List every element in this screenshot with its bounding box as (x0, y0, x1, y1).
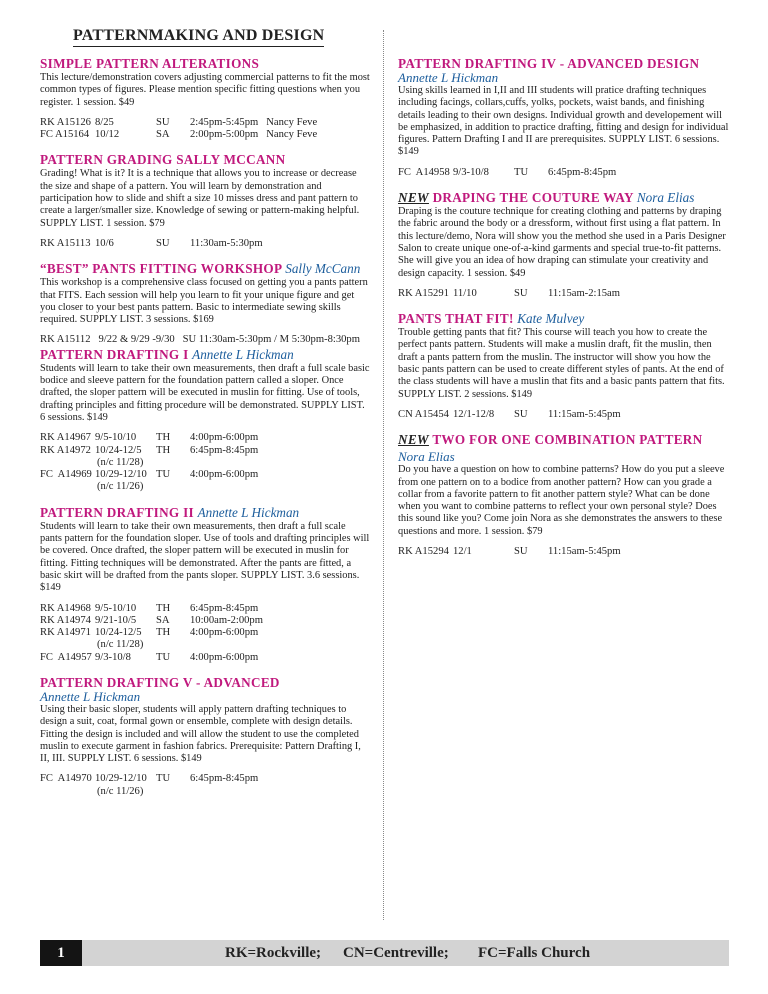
legend-rockville: RK=Rockville; (225, 945, 322, 961)
course-pattern-drafting-1 (40, 347, 370, 494)
course-description: Grading! What is it? It is a technique that allows you to increase or decrease the size and shape of a pattern. You will learn by demonstration and participation how to slide and shift a size 10 misses dress and pant pattern to create a larger/smaller size. Knowledge of sewing or pattern-making helpful. SUPPLY LIST. 1 session. $79 (40, 168, 360, 229)
new-badge: NEW (398, 432, 429, 448)
session-list (40, 603, 370, 664)
session-row: RK A14967 9/5-10/10 TH 4:00pm-6:00pm (40, 432, 259, 444)
course-title: PATTERN DRAFTING IV - ADVANCED DESIGN (398, 56, 700, 71)
new-badge: NEW (398, 190, 429, 206)
course-title: PATTERN DRAFTING V - ADVANCED (40, 674, 280, 690)
session-list (40, 117, 370, 142)
course-instructor: Sally McCann (285, 261, 361, 277)
session-row: RK A14971 10/24-12/5 TH 4:00pm-6:00pm (40, 627, 259, 639)
course-simple-pattern-alterations (40, 56, 370, 141)
session-row: FC A15164 10/12 SA 2:00pm-5:00pm Nancy Feve (40, 129, 318, 141)
course-description: This lecture/demonstration covers adjusting commercial patterns to fit the most common types of figures. Please mention specific fitting questions when you register. 1 session. $49 (40, 72, 370, 108)
session-note: (n/c 11/28) (97, 639, 144, 651)
course-title: NEW DRAPING THE COUTURE WAY Nora Elias (398, 190, 695, 206)
course-description: Do you have a question on how to combine patterns? How do you put a sleeve from one pattern on to a bodice from another pattern? How can you grade a collar from a favorite pattern to fit another pattern style? What can be done when you want to combine patterns to reflect your own personal style? Does this sound like you? Come join Nora as she demonstrates the answers to these questions and more. 1 session. $79 (398, 464, 725, 537)
course-instructor: Annette L Hickman (192, 346, 294, 362)
course-instructor: Annette L Hickman (40, 688, 141, 704)
session-row: FC A14970 10/29-12/10 TU 6:45pm-8:45pm (40, 773, 259, 785)
course-pattern-drafting-4 (398, 56, 732, 179)
session-list (40, 238, 370, 250)
legend-falls-church: FC=Falls Church (478, 945, 591, 961)
course-instructor: Annette L Hickman (398, 70, 499, 85)
column-divider (383, 30, 384, 920)
session-row: FC A14958 9/3-10/8 TU 6:45pm-8:45pm (398, 166, 617, 178)
course-pattern-drafting-5 (40, 675, 370, 798)
session-list (40, 773, 370, 798)
course-title: “BEST” PANTS FITTING WORKSHOP Sally McCann (40, 261, 361, 277)
session-row: FC A14969 10/29-12/10 TU 4:00pm-6:00pm (40, 469, 259, 481)
left-column (40, 56, 370, 798)
session-note: (n/c 11/26) (97, 481, 144, 493)
course-description: Students will learn to take their own measurements, then draft a full scale basic bodice and sleeve pattern for the foundation pattern called a sloper. Once drafted, the sloper pattern will be executed in muslin for fitting. Use of tools, drafting principles and fitting procedure will be demonstrated. SUPPLY LIST. 6 sessions. $149 (40, 362, 370, 423)
course-pattern-grading (40, 152, 370, 250)
session-list (398, 288, 732, 300)
session-row: FC A14957 9/3-10/8 TU 4:00pm-6:00pm (40, 651, 259, 663)
course-description: Using their basic sloper, students will apply pattern drafting techniques to design a suit, coat, formal gown or ensemble, complete with design details. Fitting the design is included and will allow the student to use the completed muslin to execute garment in fashion fabrics. Prerequisite: Pattern Drafting I, II, III. SUPPLY LIST. 6 sessions. $149 (40, 703, 361, 765)
course-description: Students will learn to take their own measurements, then draft a full scale pants pattern for the foundation sloper. Use of tools and drafting principles will be covered. Once drafted, the sloper pattern will be executed in muslin for fitting. Fitting techniques will be demonstrated. After the pants are fitted, a basic skirt will be drafted from the pants sloper. SUPPLY LIST. 3.6 sessions. $149 (40, 520, 370, 594)
session-list (40, 432, 370, 493)
session-row: RK A15294 12/1 SU 11:15am-5:45pm (398, 546, 621, 558)
course-instructor: Kate Mulvey (517, 311, 585, 327)
course-title: PATTERN DRAFTING I Annette L Hickman (40, 346, 294, 362)
page-title: PATTERNMAKING AND DESIGN (73, 27, 324, 47)
session-row: RK A15112 9/22 & 9/29 -9/30 SU 11:30am-5:30pm / M 5:30pm-8:30pm (40, 334, 360, 346)
course-description: This workshop is a comprehensive class focused on getting you a pants pattern that FITS. Each session will help you learn to fit your unique figure and get you closer to your best pants pattern. Basic to intermediate sewing skills required. SUPPLY LIST. 3 sessions. $169 (40, 277, 368, 326)
course-instructor: Nora Elias (636, 190, 695, 206)
session-row: RK A14968 9/5-10/10 TH 6:45pm-8:45pm (40, 602, 259, 614)
course-title: SIMPLE PATTERN ALTERATIONS (40, 56, 260, 71)
course-title: PATTERN DRAFTING II Annette L Hickman (40, 504, 300, 520)
session-list (398, 546, 732, 558)
course-description: Draping is the couture technique for creating clothing and patterns by draping the fabric around the body or a dressform, without first using a flat pattern. In this lecture/demo, Nora will show you the method she used in a Paris Designer Salon to create unique one-of-a-kind garments and special true-to-fit patterns. She will give you an idea of how draping can stimulate your creativity and design capacity. 1 session. $49 (398, 206, 726, 279)
course-description: Trouble getting pants that fit? This course will teach you how to create the perfect pants pattern. Students will make a muslin draft, fit the muslin, then draft a pants pattern from the muslin. The instructor will show you how the basic pants pattern can be used to create different styles of pants. At the end of the class students will have a muslin that fits and a basic pants pattern that fits. SUPPLY LIST. 2 sessions. $149 (398, 327, 725, 400)
course-best-pants-fitting (40, 261, 370, 346)
session-row: RK A15291 11/10 SU 11:15am-2:15am (398, 287, 620, 299)
course-title: PANTS THAT FIT! Kate Mulvey (398, 311, 585, 327)
session-row: RK A15126 8/25 SU 2:45pm-5:45pm Nancy Feve (40, 116, 318, 128)
course-instructor: Nora Elias (398, 449, 455, 465)
session-note: (n/c 11/26) (97, 785, 144, 797)
course-instructor: Annette L Hickman (197, 504, 300, 520)
course-description: Using skills learned in I,II and III students will pratice drafting techniques including facings, collars,cuffs, yolks, pockets, waist bands, and finishing details leading to their own designs. Individual growth and developement will be emphasized, in addition to practice drafting, fitting and design for individual figures. Pattern Drafting I and II are prerequisites. SUPPLY LIST. 6 sessions. $149 (398, 85, 729, 158)
page-number: 1 (40, 940, 82, 966)
session-list (398, 167, 732, 179)
legend-centreville: CN=Centreville; (343, 945, 449, 961)
course-title: PATTERN GRADING SALLY MCCANN (40, 152, 286, 168)
session-row: CN A15454 12/1-12/8 SU 11:15am-5:45pm (398, 408, 621, 420)
session-note: (n/c 11/28) (97, 456, 144, 468)
session-row: RK A15113 10/6 SU 11:30am-5:30pm (40, 237, 263, 249)
session-list (40, 334, 370, 346)
course-title: NEW TWO FOR ONE COMBINATION PATTERN (398, 432, 703, 448)
right-column (398, 56, 732, 558)
session-row: RK A14974 9/21-10/5 SA 10:00am-2:00pm (40, 614, 263, 626)
session-list (398, 409, 732, 421)
course-two-for-one (398, 432, 732, 558)
course-pattern-drafting-2 (40, 505, 370, 664)
course-draping-couture (398, 190, 732, 300)
session-row: RK A14972 10/24-12/5 TH 6:45pm-8:45pm (40, 444, 259, 456)
course-pants-that-fit (398, 311, 732, 421)
